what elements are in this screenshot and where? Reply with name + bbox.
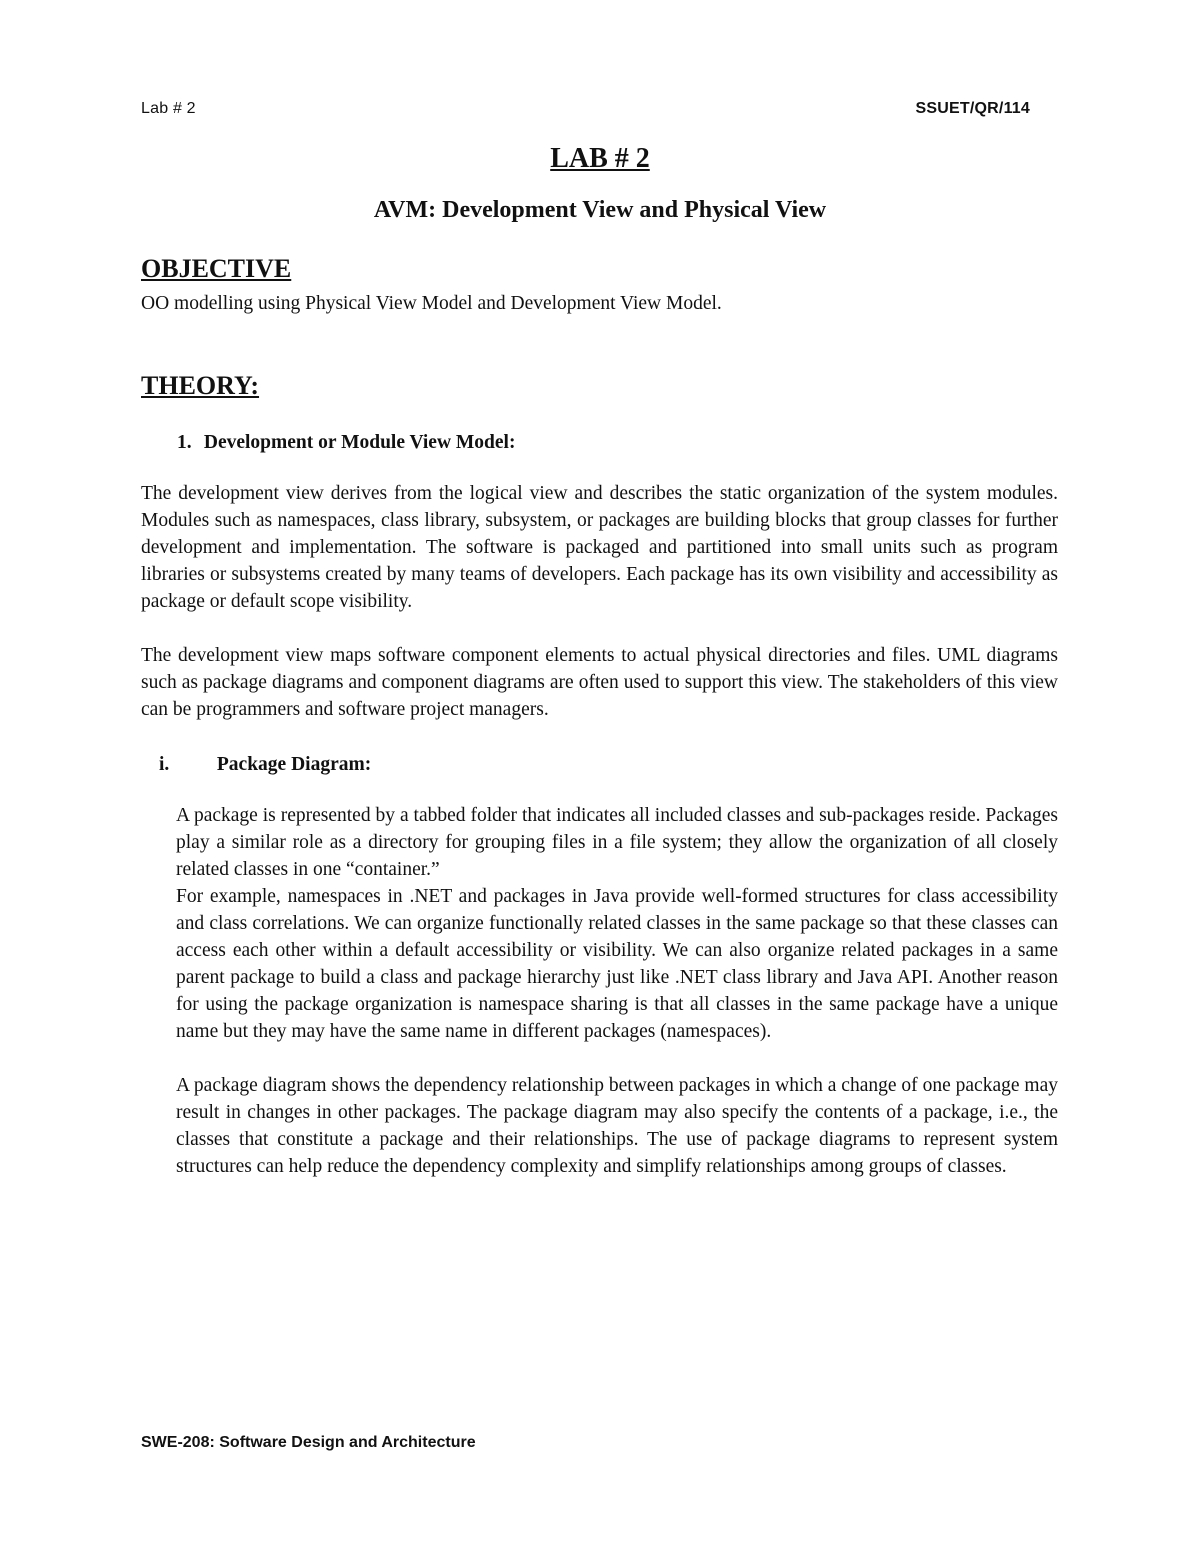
objective-text: OO modelling using Physical View Model and Development View Model. (141, 293, 722, 314)
package-paragraph-2: For example, namespaces in .NET and packages in Java provide well-formed structures for class accessibility and class correlations. We can organize functionally related classes in the same package so that these classes can access each other within a default accessibility or visibility. We can also organize related packages in a same parent package to build a class and package hierarchy just like .NET class library and Java API. Another reason for using the package organization is namespace sharing is that all classes in the same package have a unique name but they may have the same name in different packages (namespaces). (176, 886, 1058, 1042)
package-diagram-number: i. (159, 754, 170, 775)
lab-subtitle: AVM: Development View and Physical View (373, 197, 827, 223)
development-paragraph-2: The development view maps software component elements to actual physical directories and files. UML diagrams such as package diagrams and component diagrams are often used to support this view. The stakeholders of this view can be programmers and software project managers. (141, 645, 1058, 720)
development-paragraph-1: The development view derives from the logical view and describes the static organization of the system modules. Modules such as namespaces, class library, subsystem, or packages are building blocks that group classes for further development and implementation. The software is packaged and partitioned into small units such as program libraries or subsystems created by many teams of developers. Each package has its own visibility and accessibility as package or default scope visibility. (141, 483, 1058, 612)
development-view-heading (177, 432, 515, 454)
objective-heading: OBJECTIVE (141, 254, 292, 283)
package-paragraph-1: A package is represented by a tabbed folder that indicates all included classes and sub-packages reside. Packages play a similar role as a directory for grouping files in a file system; they allow the organization of all closely related classes in one “container.” (176, 805, 1058, 880)
theory-heading: THEORY: (141, 371, 260, 400)
package-paragraph-3: A package diagram shows the dependency relationship between packages in which a change of one package may result in changes in other packages. The package diagram may also specify the contents of a package, i.e., the classes that constitute a package and their relationships. The use of package diagrams to represent system structures can help reduce the dependency complexity and simplify relationships among groups of classes. (176, 1075, 1058, 1177)
development-view-number: 1. (177, 432, 192, 453)
lab-title: LAB # 2 (550, 143, 650, 174)
header-lab-number: Lab # 2 (141, 100, 196, 117)
development-view-title: Development or Module View Model: (203, 432, 516, 453)
package-diagram-heading (159, 754, 371, 776)
footer-course-title: SWE-208: Software Design and Architecture (141, 1434, 476, 1451)
package-diagram-title: Package Diagram: (216, 754, 372, 775)
header-document-code: SSUET/QR/114 (915, 100, 1030, 117)
